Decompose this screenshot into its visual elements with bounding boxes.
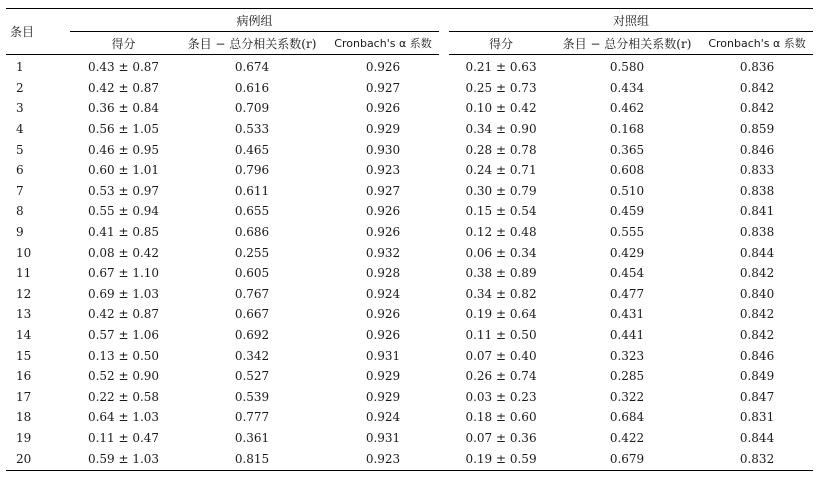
case-score-cell: 0.42 ± 0.87 bbox=[87, 307, 160, 322]
control-corr-cell: 0.322 bbox=[609, 389, 645, 404]
control-corr-cell: 0.555 bbox=[609, 225, 645, 240]
table-row bbox=[6, 387, 813, 408]
control-alpha-header: Cronbach's α 系数 bbox=[701, 32, 813, 55]
table-row bbox=[6, 222, 813, 243]
case-alpha-cell: 0.929 bbox=[365, 389, 401, 404]
control-alpha-cell: 0.842 bbox=[739, 266, 775, 281]
row-gap bbox=[439, 387, 449, 408]
control-alpha-cell: 0.859 bbox=[739, 122, 775, 137]
reliability-table bbox=[6, 8, 813, 471]
table-row bbox=[6, 345, 813, 366]
control-score-cell: 0.26 ± 0.74 bbox=[465, 369, 537, 384]
case-corr-cell: 0.692 bbox=[234, 328, 270, 343]
case-corr-header: 条目 − 总分相关系数(r) bbox=[177, 32, 327, 55]
control-score-cell: 0.24 ± 0.71 bbox=[465, 163, 537, 178]
control-alpha-cell: 0.846 bbox=[739, 142, 775, 157]
item-cell: 12 bbox=[16, 286, 32, 301]
case-score-cell: 0.46 ± 0.95 bbox=[87, 142, 160, 157]
case-corr-cell: 0.777 bbox=[234, 410, 270, 425]
control-corr-cell: 0.608 bbox=[609, 163, 645, 178]
table-row bbox=[6, 304, 813, 325]
case-score-cell: 0.55 ± 0.94 bbox=[87, 204, 160, 219]
row-gap bbox=[439, 160, 449, 181]
case-corr-cell: 0.539 bbox=[234, 389, 270, 404]
case-score-cell: 0.56 ± 1.05 bbox=[87, 122, 160, 137]
control-alpha-cell: 0.849 bbox=[739, 369, 775, 384]
case-corr-cell: 0.361 bbox=[234, 430, 270, 445]
control-score-cell: 0.38 ± 0.89 bbox=[465, 266, 537, 281]
table-row bbox=[6, 428, 813, 449]
case-alpha-cell: 0.923 bbox=[365, 163, 401, 178]
control-score-cell: 0.07 ± 0.40 bbox=[465, 348, 537, 363]
table-row bbox=[6, 325, 813, 346]
table-row bbox=[6, 181, 813, 202]
case-score-cell: 0.53 ± 0.97 bbox=[87, 183, 160, 198]
control-alpha-cell: 0.831 bbox=[739, 410, 775, 425]
control-score-cell: 0.34 ± 0.90 bbox=[465, 122, 537, 137]
case-score-cell: 0.43 ± 0.87 bbox=[87, 60, 160, 75]
case-alpha-cell: 0.927 bbox=[365, 80, 401, 95]
header-gap bbox=[439, 9, 449, 32]
item-cell: 18 bbox=[16, 410, 32, 425]
case-score-cell: 0.57 ± 1.06 bbox=[87, 328, 160, 343]
case-corr-cell: 0.815 bbox=[177, 448, 327, 470]
control-corr-cell: 0.510 bbox=[609, 183, 645, 198]
item-cell: 4 bbox=[16, 122, 24, 137]
case-corr-cell: 0.667 bbox=[234, 307, 270, 322]
case-score-cell: 0.60 ± 1.01 bbox=[87, 163, 160, 178]
control-alpha-cell: 0.842 bbox=[739, 101, 775, 116]
row-gap bbox=[439, 284, 449, 305]
control-alpha-cell: 0.838 bbox=[739, 225, 775, 240]
case-corr-cell: 0.527 bbox=[234, 369, 270, 384]
item-cell: 16 bbox=[16, 369, 32, 384]
row-gap bbox=[439, 428, 449, 449]
control-corr-cell: 0.459 bbox=[609, 204, 645, 219]
control-alpha-cell: 0.842 bbox=[739, 80, 775, 95]
control-score-cell: 0.21 ± 0.63 bbox=[465, 60, 537, 75]
case-alpha-cell: 0.928 bbox=[365, 266, 401, 281]
case-score-cell: 0.69 ± 1.03 bbox=[87, 286, 160, 301]
item-cell: 19 bbox=[16, 430, 32, 445]
case-corr-cell: 0.674 bbox=[234, 60, 270, 75]
case-score-cell: 0.36 ± 0.84 bbox=[87, 101, 160, 116]
case-score-cell: 0.41 ± 0.85 bbox=[87, 225, 160, 240]
control-corr-cell: 0.168 bbox=[609, 122, 645, 137]
case-alpha-cell: 0.927 bbox=[365, 183, 401, 198]
control-alpha-cell: 0.838 bbox=[739, 183, 775, 198]
case-corr-cell: 0.767 bbox=[234, 286, 270, 301]
case-alpha-cell: 0.924 bbox=[365, 286, 401, 301]
case-alpha-cell: 0.926 bbox=[365, 225, 401, 240]
case-alpha-header: Cronbach's α 系数 bbox=[327, 32, 439, 55]
control-corr-cell: 0.477 bbox=[609, 286, 645, 301]
control-score-cell: 0.30 ± 0.79 bbox=[465, 183, 537, 198]
table-row bbox=[6, 448, 813, 470]
row-gap bbox=[439, 181, 449, 202]
item-cell: 1 bbox=[16, 60, 24, 75]
case-score-cell: 0.22 ± 0.58 bbox=[87, 389, 160, 404]
control-corr-cell: 0.285 bbox=[609, 369, 645, 384]
row-gap bbox=[439, 98, 449, 119]
item-cell: 20 bbox=[6, 448, 70, 470]
control-corr-cell: 0.429 bbox=[609, 245, 645, 260]
control-score-cell: 0.07 ± 0.36 bbox=[465, 430, 537, 445]
item-cell: 15 bbox=[16, 348, 32, 363]
control-alpha-cell: 0.840 bbox=[739, 286, 775, 301]
case-corr-cell: 0.533 bbox=[234, 122, 270, 137]
case-score-cell: 0.13 ± 0.50 bbox=[87, 348, 160, 363]
case-score-cell: 0.59 ± 1.03 bbox=[70, 448, 177, 470]
table-row bbox=[6, 98, 813, 119]
control-corr-cell: 0.580 bbox=[609, 60, 645, 75]
case-score-cell: 0.08 ± 0.42 bbox=[87, 245, 160, 260]
row-gap bbox=[439, 263, 449, 284]
control-score-cell: 0.28 ± 0.78 bbox=[465, 142, 537, 157]
case-alpha-cell: 0.931 bbox=[365, 348, 401, 363]
control-score-cell: 0.12 ± 0.48 bbox=[465, 225, 537, 240]
row-gap bbox=[439, 55, 449, 78]
case-alpha-cell: 0.930 bbox=[365, 142, 401, 157]
control-score-cell: 0.11 ± 0.50 bbox=[465, 328, 537, 343]
case-alpha-cell: 0.924 bbox=[365, 410, 401, 425]
item-cell: 3 bbox=[16, 101, 24, 116]
table-row bbox=[6, 78, 813, 99]
case-corr-cell: 0.796 bbox=[234, 163, 270, 178]
case-alpha-cell: 0.929 bbox=[365, 369, 401, 384]
case-corr-cell: 0.686 bbox=[234, 225, 270, 240]
case-alpha-cell: 0.926 bbox=[365, 101, 401, 116]
control-score-cell: 0.18 ± 0.60 bbox=[465, 410, 537, 425]
control-score-cell: 0.25 ± 0.73 bbox=[465, 80, 537, 95]
control-corr-cell: 0.422 bbox=[609, 430, 645, 445]
table-row bbox=[6, 160, 813, 181]
case-group-header: 病例组 bbox=[70, 9, 439, 32]
control-group-header: 对照组 bbox=[449, 9, 813, 32]
control-alpha-cell: 0.836 bbox=[739, 60, 775, 75]
case-corr-cell: 0.605 bbox=[234, 266, 270, 281]
item-cell: 13 bbox=[16, 307, 32, 322]
subheader-gap bbox=[439, 32, 449, 55]
case-alpha-cell: 0.926 bbox=[365, 328, 401, 343]
control-alpha-cell: 0.842 bbox=[739, 328, 775, 343]
row-gap bbox=[439, 222, 449, 243]
item-cell: 8 bbox=[16, 204, 24, 219]
row-gap bbox=[439, 304, 449, 325]
control-corr-cell: 0.454 bbox=[609, 266, 645, 281]
control-alpha-cell: 0.842 bbox=[739, 307, 775, 322]
control-score-header: 得分 bbox=[449, 32, 553, 55]
table-body bbox=[6, 55, 813, 471]
table-row bbox=[6, 407, 813, 428]
table-row bbox=[6, 263, 813, 284]
row-gap bbox=[439, 448, 449, 470]
control-score-cell: 0.19 ± 0.59 bbox=[449, 448, 553, 470]
case-corr-cell: 0.709 bbox=[234, 101, 270, 116]
table-row bbox=[6, 284, 813, 305]
control-alpha-cell: 0.846 bbox=[739, 348, 775, 363]
control-corr-cell: 0.365 bbox=[609, 142, 645, 157]
row-gap bbox=[439, 201, 449, 222]
item-cell: 6 bbox=[16, 163, 24, 178]
case-corr-cell: 0.655 bbox=[234, 204, 270, 219]
table-row bbox=[6, 55, 813, 78]
table-row bbox=[6, 201, 813, 222]
control-corr-cell: 0.462 bbox=[609, 101, 645, 116]
item-cell: 5 bbox=[16, 142, 24, 157]
case-corr-cell: 0.465 bbox=[234, 142, 270, 157]
control-score-cell: 0.19 ± 0.64 bbox=[465, 307, 537, 322]
table-row bbox=[6, 119, 813, 140]
item-cell: 7 bbox=[16, 183, 24, 198]
control-corr-cell: 0.441 bbox=[609, 328, 645, 343]
row-gap bbox=[439, 345, 449, 366]
case-score-header: 得分 bbox=[70, 32, 177, 55]
row-gap bbox=[439, 325, 449, 346]
item-cell: 11 bbox=[16, 266, 32, 281]
case-alpha-cell: 0.926 bbox=[365, 60, 401, 75]
case-alpha-cell: 0.932 bbox=[365, 245, 401, 260]
table-row bbox=[6, 242, 813, 263]
table-row bbox=[6, 139, 813, 160]
row-gap bbox=[439, 242, 449, 263]
case-alpha-cell: 0.926 bbox=[365, 307, 401, 322]
item-cell: 9 bbox=[16, 225, 24, 240]
item-cell: 17 bbox=[16, 389, 32, 404]
case-corr-cell: 0.255 bbox=[234, 245, 270, 260]
control-corr-cell: 0.431 bbox=[609, 307, 645, 322]
item-cell: 10 bbox=[16, 245, 32, 260]
case-corr-cell: 0.616 bbox=[234, 80, 270, 95]
case-alpha-cell: 0.923 bbox=[327, 448, 439, 470]
row-gap bbox=[439, 119, 449, 140]
control-alpha-cell: 0.841 bbox=[739, 204, 775, 219]
case-corr-cell: 0.611 bbox=[234, 183, 270, 198]
control-corr-cell: 0.679 bbox=[553, 448, 701, 470]
control-alpha-cell: 0.832 bbox=[701, 448, 813, 470]
control-alpha-cell: 0.847 bbox=[739, 389, 775, 404]
case-corr-cell: 0.342 bbox=[234, 348, 270, 363]
row-gap bbox=[439, 407, 449, 428]
row-gap bbox=[439, 366, 449, 387]
case-alpha-cell: 0.926 bbox=[365, 204, 401, 219]
row-gap bbox=[439, 78, 449, 99]
control-alpha-cell: 0.833 bbox=[739, 163, 775, 178]
control-alpha-cell: 0.844 bbox=[739, 245, 775, 260]
item-cell: 14 bbox=[16, 328, 32, 343]
case-alpha-cell: 0.929 bbox=[365, 122, 401, 137]
table-row bbox=[6, 366, 813, 387]
case-score-cell: 0.11 ± 0.47 bbox=[87, 430, 160, 445]
control-corr-cell: 0.323 bbox=[609, 348, 645, 363]
control-score-cell: 0.10 ± 0.42 bbox=[465, 101, 537, 116]
case-score-cell: 0.52 ± 0.90 bbox=[87, 369, 160, 384]
control-score-cell: 0.34 ± 0.82 bbox=[465, 286, 537, 301]
case-score-cell: 0.64 ± 1.03 bbox=[87, 410, 160, 425]
case-alpha-cell: 0.931 bbox=[365, 430, 401, 445]
control-alpha-cell: 0.844 bbox=[739, 430, 775, 445]
row-gap bbox=[439, 139, 449, 160]
item-cell: 2 bbox=[16, 80, 24, 95]
control-corr-header: 条目 − 总分相关系数(r) bbox=[553, 32, 701, 55]
item-column-header: 条目 bbox=[6, 9, 70, 55]
control-corr-cell: 0.684 bbox=[609, 410, 645, 425]
control-corr-cell: 0.434 bbox=[609, 80, 645, 95]
control-score-cell: 0.06 ± 0.34 bbox=[465, 245, 537, 260]
case-score-cell: 0.42 ± 0.87 bbox=[87, 80, 160, 95]
control-score-cell: 0.03 ± 0.23 bbox=[465, 389, 537, 404]
case-score-cell: 0.67 ± 1.10 bbox=[87, 266, 160, 281]
control-score-cell: 0.15 ± 0.54 bbox=[465, 204, 537, 219]
